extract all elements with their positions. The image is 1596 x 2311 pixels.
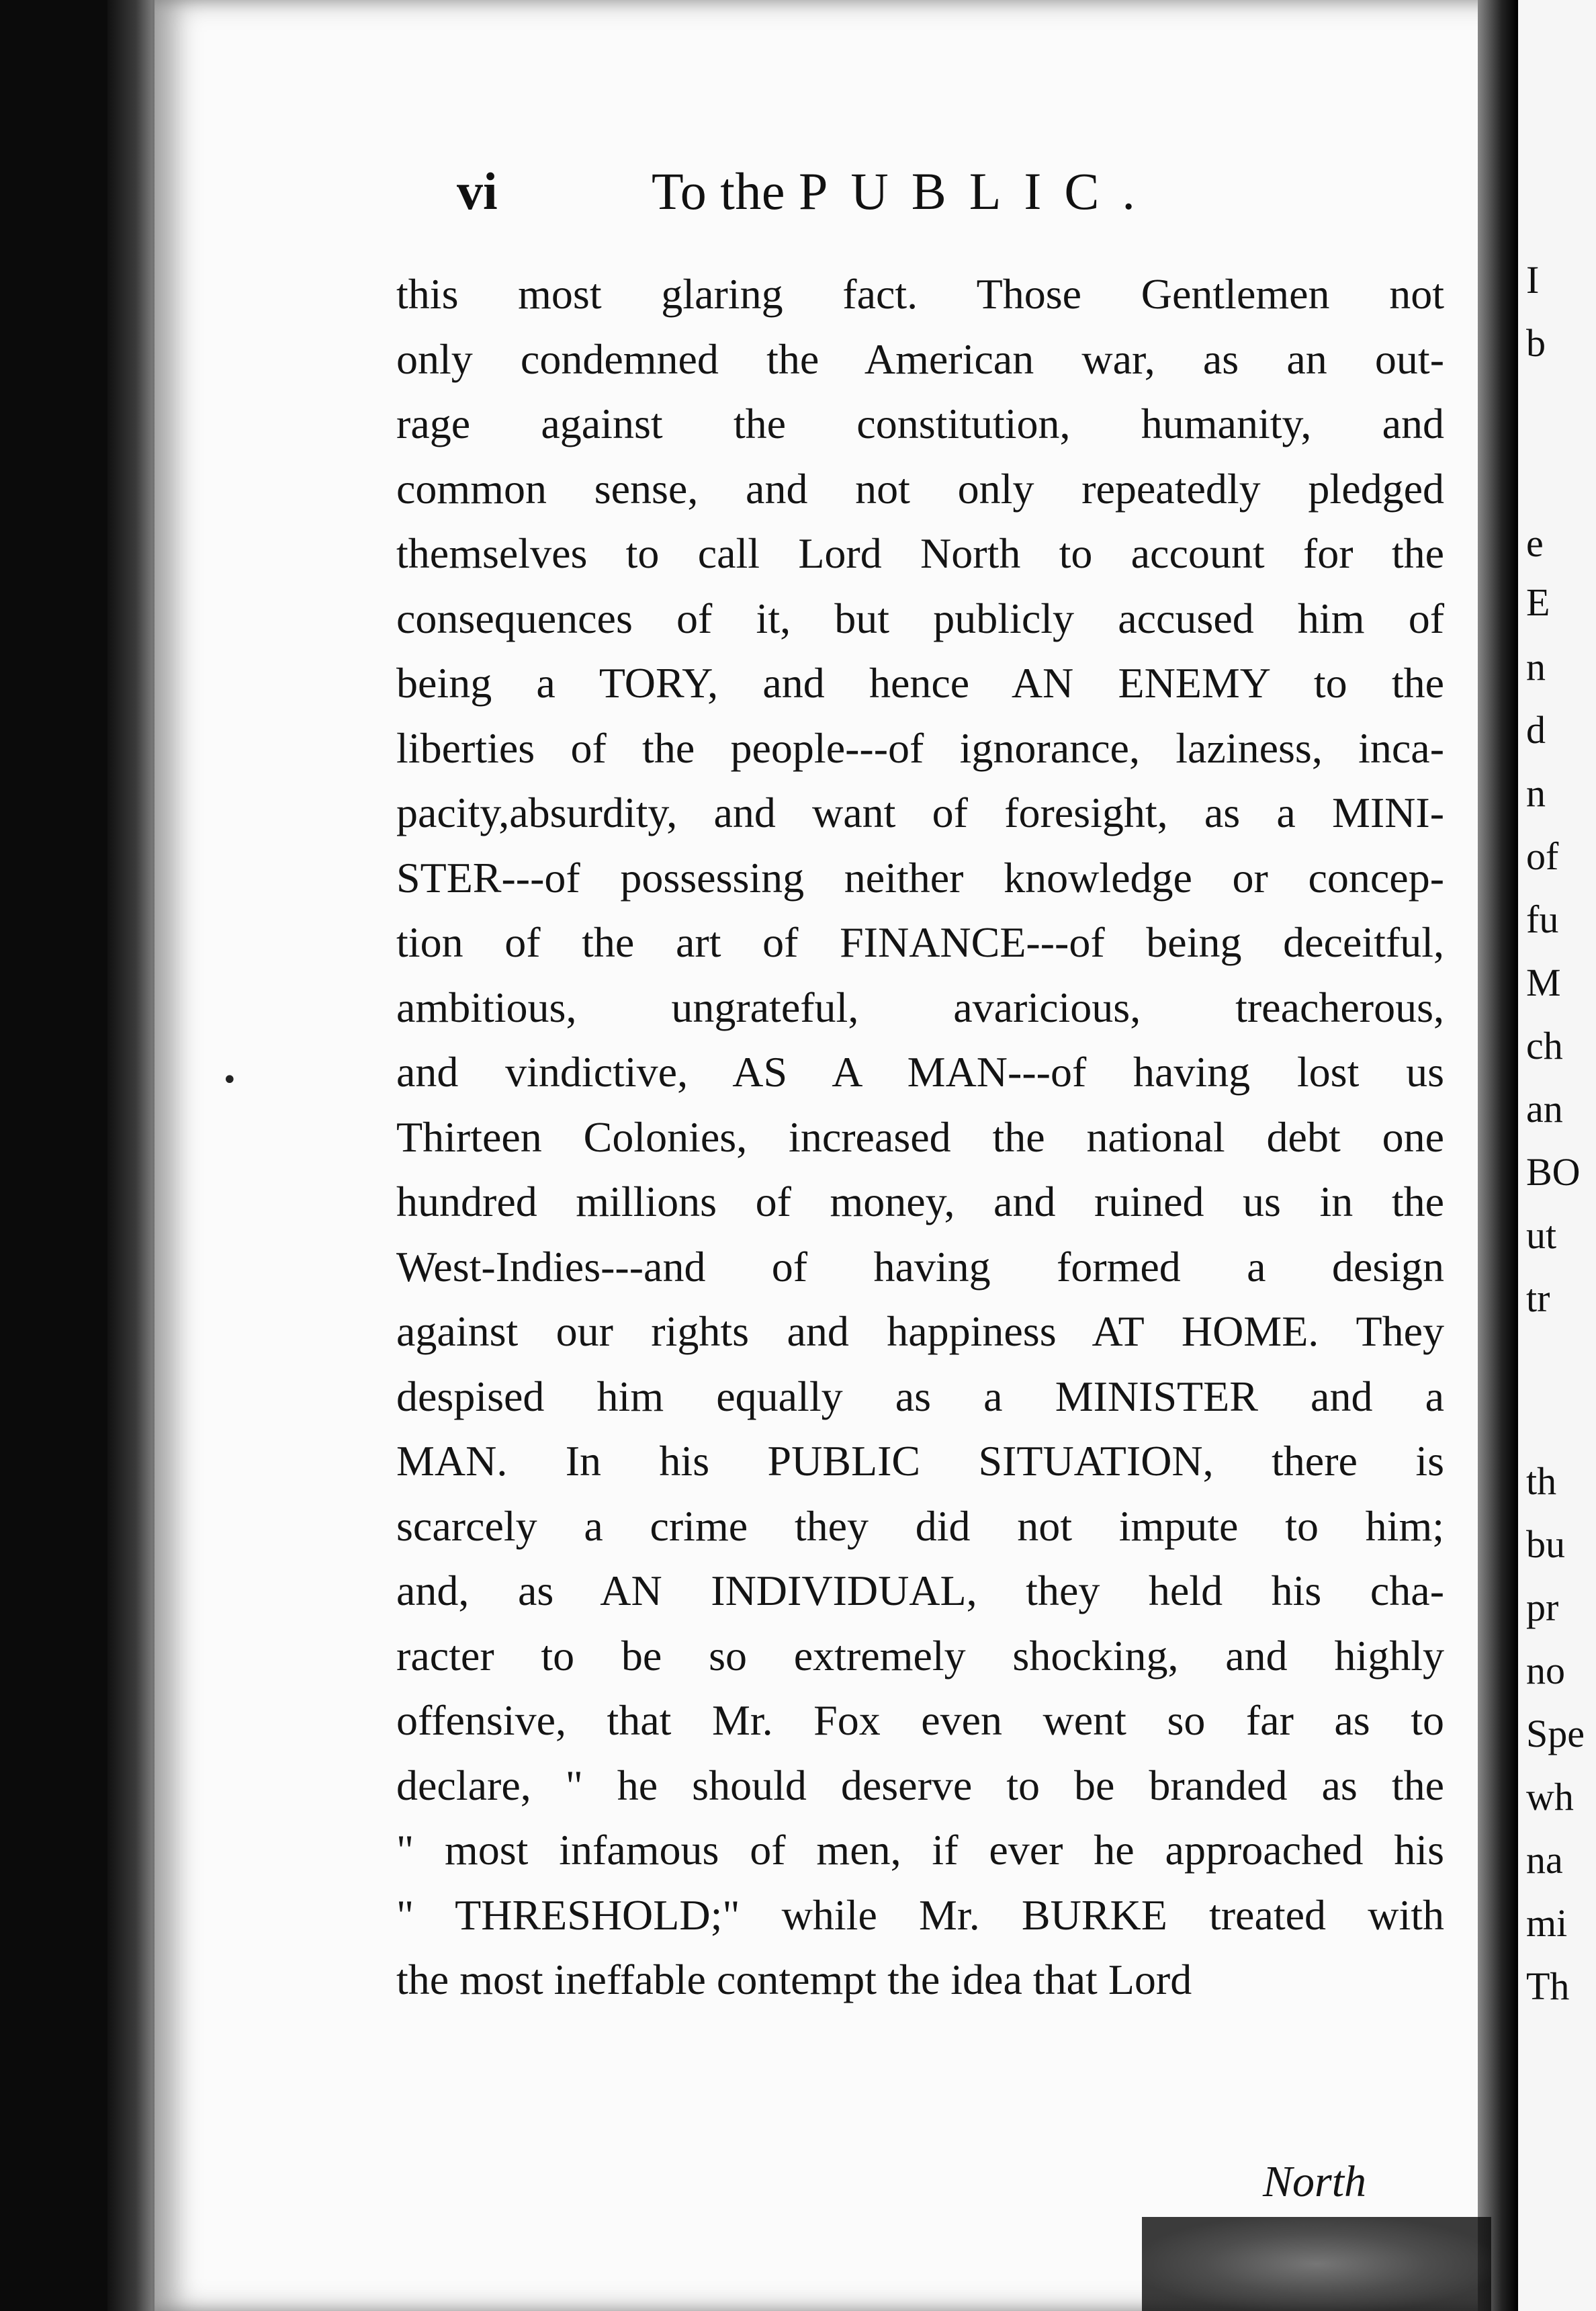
text-line-2: only condemned the American war, as an out- [396,335,1444,383]
adjacent-fragment: of [1526,834,1559,878]
text-line-1: this most glaring fact. Those Gentlemen not [396,270,1444,318]
text-line-8: liberties of the people---of ignorance, laziness, inca- [396,724,1444,772]
text-line-11: tion of the art of FINANCE---of being deceitful, [396,918,1444,966]
adjacent-fragment: ut [1526,1213,1557,1257]
page-gutter [1478,0,1518,2311]
adjacent-fragment: fu [1526,898,1559,941]
body-text [396,262,1444,2013]
text-line-21: and, as AN INDIVIDUAL, they held his cha- [396,1567,1444,1614]
adjacent-fragment: n [1526,771,1546,815]
adjacent-fragment: Th [1526,1964,1570,2008]
adjacent-fragment: n [1526,645,1546,689]
catchword: North [1263,2157,1367,2206]
page-number: vi [457,162,498,220]
adjacent-fragment: wh [1526,1775,1574,1819]
text-line-3: rage against the constitution, humanity, and [396,400,1444,447]
text-line-7: being a TORY, and hence AN ENEMY to the [396,659,1444,707]
text-line-5: themselves to call Lord North to account for the [396,529,1444,577]
adjacent-fragment: E [1526,580,1550,624]
text-line-25: " most infamous of men, if ever he approached his [396,1826,1444,1874]
adjacent-fragment: mi [1526,1901,1568,1945]
adjacent-fragment: M [1526,961,1561,1004]
text-line-22: racter to be so extremely shocking, and highly [396,1631,1444,1680]
adjacent-fragment: bu [1526,1522,1565,1566]
text-line-16: West-Indies---and of having formed a design [396,1242,1444,1291]
text-line-24: declare, " he should deserve to be branded as the [396,1761,1444,1809]
page-bottom-fray [1142,2217,1491,2311]
running-title [652,161,1158,222]
text-line-26: " THRESHOLD;" while Mr. BURKE treated with [396,1890,1444,1939]
text-line-6: consequences of it, but publicly accused him of [396,594,1444,642]
text-line-19: MAN. In his PUBLIC SITUATION, there is [396,1437,1444,1485]
adjacent-fragment: na [1526,1838,1563,1882]
running-title-prefix: To the [652,162,785,220]
adjacent-fragment: Spe [1526,1712,1585,1755]
text-line-14: Thirteen Colonies, increased the national debt one [396,1113,1444,1161]
text-line-12: ambitious, ungrateful, avaricious, treacherous, [396,983,1444,1031]
text-line-15: hundred millions of money, and ruined us in the [396,1178,1444,1225]
adjacent-fragment: b [1526,321,1546,365]
adjacent-page-edge [1518,0,1596,2311]
adjacent-fragment: BO [1526,1150,1581,1194]
text-line-23: offensive, that Mr. Fox even went so far as to [396,1696,1444,1744]
text-line-10: STER---of possessing neither knowledge or concep- [396,853,1444,902]
text-line-18: despised him equally as a MINISTER and a [396,1372,1444,1420]
adjacent-fragment: I [1526,258,1540,302]
text-line-13: and vindictive, AS A MAN---of having lost us [396,1048,1444,1096]
adjacent-fragment: tr [1526,1276,1550,1320]
adjacent-fragment: no [1526,1649,1565,1692]
margin-mark-icon: • [222,1065,238,1096]
adjacent-fragment: an [1526,1087,1563,1131]
text-line-4: common sense, and not only repeatedly pledged [396,464,1444,513]
adjacent-fragment: ch [1526,1024,1563,1067]
adjacent-fragment: e [1526,521,1544,565]
text-line-27: the most ineffable contempt the idea that Lord [396,1956,1192,2003]
adjacent-fragment: d [1526,708,1546,752]
running-title-main: PUBLIC. [799,162,1158,220]
adjacent-fragment: pr [1526,1585,1559,1629]
text-line-20: scarcely a crime they did not impute to him; [396,1501,1444,1550]
text-line-17: against our rights and happiness AT HOME. They [396,1307,1444,1355]
adjacent-fragment: th [1526,1459,1557,1503]
text-line-9: pacity,absurdity, and want of foresight, as a MINI- [396,789,1444,836]
